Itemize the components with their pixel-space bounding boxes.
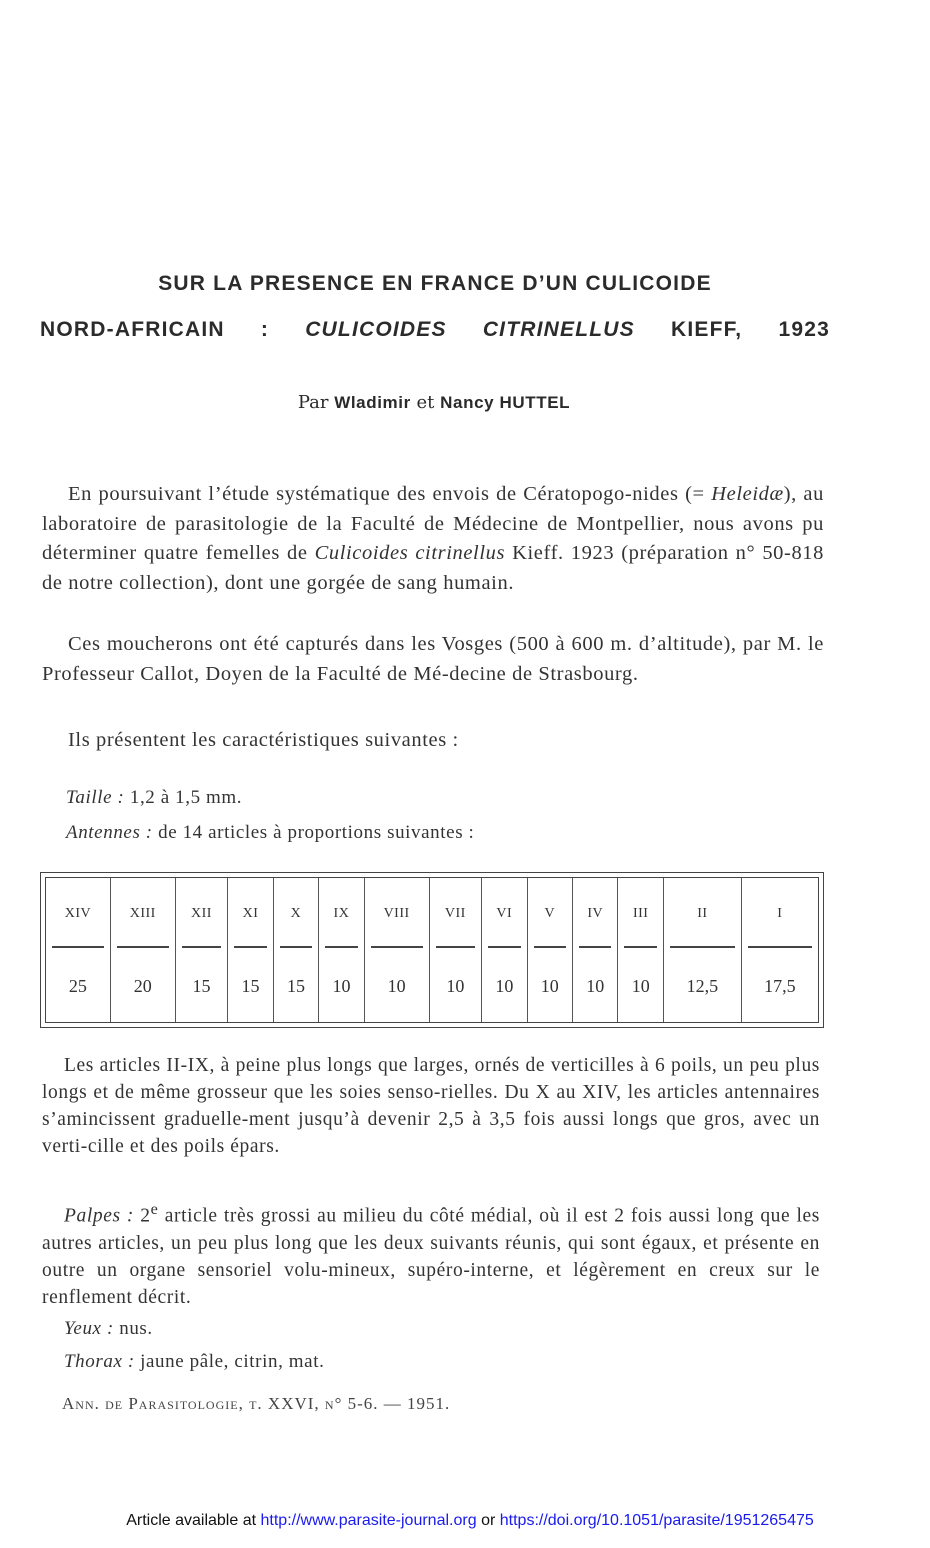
p3-text: Ils présentent les caractéristiques suivantes : (68, 729, 459, 751)
title-species: CULICOIDES CITRINELLUS (305, 318, 635, 341)
p1-species: Culicoides citrinellus (314, 542, 506, 564)
palpes-text-b: article très grossi au milieu du côté médial, où il est 2 fois aussi long que les autres articles, un peu plus long que les deux suivants réunis, qui sont égaux, et présente en outre un organe sensoriel volu-mineux, supéro-interne, et légèrement en creux sur le renflement décrit. (42, 1205, 820, 1308)
doi-link[interactable]: https://doi.org/10.1051/parasite/1951265475 (499, 1512, 814, 1529)
article-title-line-1: SUR LA PRESENCE EN FRANCE D’UN CULICOIDE (158, 272, 712, 295)
paragraph-characteristics (42, 726, 824, 756)
table-value-cell: 10 (573, 950, 618, 1022)
palpes-label: Palpes : (64, 1205, 135, 1227)
palpes-superscript: e (150, 1200, 159, 1218)
byline-par: Par (297, 392, 329, 413)
table-header-cell: V (527, 878, 572, 950)
paragraph-palpes (42, 1196, 820, 1311)
table-value-cell: 10 (618, 950, 663, 1022)
table-header-cell: VI (482, 878, 527, 950)
yeux-line (64, 1318, 153, 1340)
taille-line (66, 787, 242, 809)
title-region: NORD-AFRICAIN : (40, 318, 270, 341)
antennes-label: Antennes : (66, 822, 153, 843)
author-first-name: Wladimir (334, 393, 411, 412)
table-value-cell: 10 (527, 950, 572, 1022)
table-header-cell: I (741, 878, 818, 950)
table-value-cell: 15 (228, 950, 273, 1022)
thorax-line (64, 1351, 324, 1373)
table-header-cell: X (273, 878, 318, 950)
journal-reference: Ann. de Parasitologie, t. XXVI, n° 5-6. — 1951. (62, 1394, 451, 1413)
table-header-cell: IX (319, 878, 364, 950)
table-value-cell: 10 (482, 950, 527, 1022)
table-value-cell: 10 (364, 950, 429, 1022)
byline-et: et (416, 392, 435, 413)
antennes-value: de 14 articles à proportions suivantes : (158, 822, 475, 843)
article-title-line-2 (40, 318, 830, 342)
table-value-cell: 15 (175, 950, 228, 1022)
p1-heleidae: Heleidæ (711, 483, 784, 505)
yeux-label: Yeux : (64, 1318, 114, 1339)
paragraph-capture (42, 630, 824, 689)
paragraph-articles (42, 1052, 820, 1160)
table-header-cell: IV (573, 878, 618, 950)
table-header-cell: III (618, 878, 663, 950)
yeux-value: nus. (119, 1318, 153, 1339)
title-author-year: KIEFF, 1923 (670, 318, 830, 341)
avail-or: or (481, 1512, 496, 1529)
table-header-cell: XIII (110, 878, 175, 950)
table-value-cell: 20 (110, 950, 175, 1022)
p2-text: Ces moucherons ont été capturés dans les Vosges (500 à 600 m. d’altitude), par M. le Professeur Callot, Doyen de la Faculté de Mé-decine de Strasbourg. (42, 633, 824, 685)
avail-prefix: Article available at (126, 1512, 257, 1529)
journal-link[interactable]: http://www.parasite-journal.org (260, 1512, 477, 1529)
table-header-cell: XII (175, 878, 228, 950)
p1-text-b: ), au laboratoire de parasitologie de la Faculté de Médecine de Montpellier, nous avons pu déterminer quatre femelles de (42, 483, 824, 564)
table-value-cell: 15 (273, 950, 318, 1022)
thorax-label: Thorax : (64, 1351, 135, 1372)
table-header-cell: VII (429, 878, 482, 950)
taille-value: 1,2 à 1,5 mm. (129, 787, 243, 808)
taille-label: Taille : (66, 787, 125, 808)
palpes-text-a: 2 (134, 1205, 151, 1227)
table-value-cell: 10 (319, 950, 364, 1022)
table-value-row (46, 950, 818, 1022)
table-header-cell: XI (228, 878, 273, 950)
table-value-cell: 10 (429, 950, 482, 1022)
table-header-row (46, 878, 818, 950)
table-header-cell: XIV (46, 878, 110, 950)
p1-text-a: En poursuivant l’étude systématique des envois de Cératopogo-nides (= (68, 483, 712, 505)
table-header-cell: II (663, 878, 741, 950)
article-availability (0, 1512, 930, 1530)
author-second-name: Nancy HUTTEL (440, 393, 571, 412)
table-value-cell: 25 (68, 975, 87, 996)
p1-text-c: Kieff. 1923 (préparation n° 50-818 de notre collection), dont une gorgée de sang humain. (42, 542, 824, 594)
byline (0, 392, 868, 413)
antenna-proportions-table (40, 872, 824, 1028)
table-value-cell: 17,5 (741, 950, 818, 1022)
antennes-line (66, 822, 474, 844)
paragraph-intro (42, 480, 824, 598)
table-header-cell: VIII (364, 878, 429, 950)
thorax-value: jaune pâle, citrin, mat. (140, 1351, 325, 1372)
table-value-cell: 12,5 (663, 950, 741, 1022)
p4-text: Les articles II-IX, à peine plus longs que larges, ornés de verticilles à 6 poils, un peu plus longs et de même grosseur que les soies senso-rielles. Du X au XIV, les articles antennaires s’amincissent graduelle-ment jusqu’à devenir 2,5 à 3,5 fois aussi longs que gros, avec un verti-cille et des poils épars. (42, 1055, 820, 1157)
